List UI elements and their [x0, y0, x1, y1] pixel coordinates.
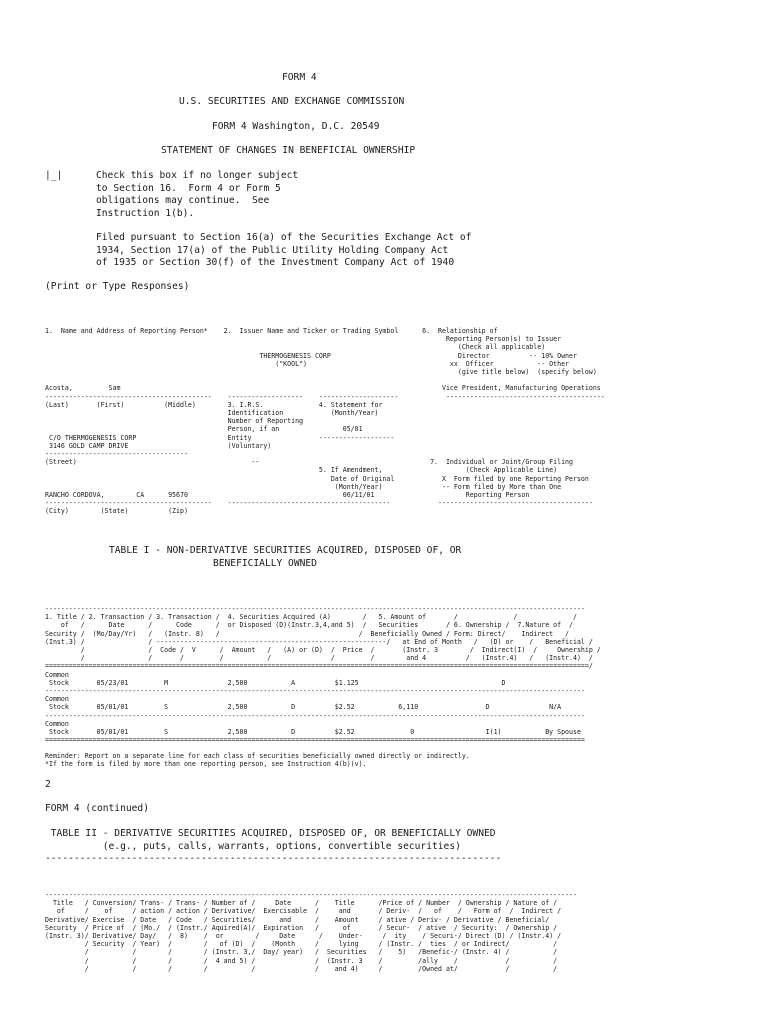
form-title: FORM 4: [282, 72, 317, 83]
page-number: 2: [45, 779, 51, 790]
form-location: FORM 4 Washington, D.C. 20549: [212, 121, 380, 132]
table1-non-derivative: ---------------------------------------------------------------------------------------------------------------------------------------- 1. Title / 2. Transaction / 3. Transaction / 4. Securities Acquired (A) / 5. Amount of / / / of / Date / Code / or Disposed (D)(Instr.3,4,and 5) / Securities / 6. Ownership / 7.Nature of / Security / (Mo/Day/Yr) / (Instr. 8) / / Beneficially Owned / Form: Direct/ Indirect / (Inst.3) / / ----------------------------------------------------------/ at End of Month / (D) or / Beneficial / / / Code / V / Amount / (A) or (D) / Price / (Instr. 3 / Indirect(I) / Ownership / / / / / / / / and 4 / (Instr.4) / (Instr.4) / =========================================================================================================================================/ Common Stock 05/23/01 M 2,500 A $1.125 D ---------------------------------------------------------------------------------------------------------------------------------------- Common Stock 05/01/01 S 2,500 D $2.52 6,110 D N/A ---------------------------------------------------------------------------------------------------------------------------------------- Common Stock 05/01/01 S 2,500 D $2.52 0 I(1) By Spouse ========================================================================================================================================: [45, 605, 601, 745]
checkbox[interactable]: |_|: [45, 170, 63, 181]
reporting-person-block: 1. Name and Address of Reporting Person* 2. Issuer Name and Ticker or Trading Symbol 6. Relationship of Reporting Person(s) to Issuer (Check all applicable) THERMOGENESIS CORP Director -- 10% Owner ("KOOL") xx Officer -- Other (give title below) (specify below) Acosta, Sam Vice President, Manufacturing Operations ------------------------------------------ ------------------- -------------------- ---------------------------------------- (Last) (First) (Middle) 3. I.R.S. 4. Statement for Identification (Month/Year) Number of Reporting Person, if an 05/01 C/O THERMOGENESIS CORP Entity ------------------- 3146 GOLD CAMP DRIVE (Voluntary) ------------------------------------ (Street) -- 7. Individual or Joint/Group Filing 5. If Amendment, (Check Applicable Line) Date of Original X Form filed by one Reporting Person (Month/Year) -- Form filed by More than One RANCHO CORDOVA, CA 95670 06/11/01 Reporting Person ------------------------------------------ ----------------------------------------- --------------------------------------- (City) (State) (Zip): [45, 327, 605, 516]
filed-pursuant-text: Filed pursuant to Section 16(a) of the Securities Exchange Act of 1934, Section 17(a) of the Public Utility Holding Company Act of 1935 or Section 30(f) of the Investment Company Act of 1940: [96, 232, 472, 268]
continued-title: FORM 4 (continued): [45, 803, 149, 814]
table2-title: TABLE II - DERIVATIVE SECURITIES ACQUIRED, DISPOSED OF, OR BENEFICIALLY OWNED (e.g., puts, calls, warrants, options, convertible securities) -------------------------------------------------------------------------------: [45, 828, 502, 864]
table1-title: TABLE I - NON-DERIVATIVE SECURITIES ACQUIRED, DISPOSED OF, OR BENEFICIALLY OWNED: [109, 545, 462, 569]
commission-title: U.S. SECURITIES AND EXCHANGE COMMISSION: [179, 96, 405, 107]
statement-title: STATEMENT OF CHANGES IN BENEFICIAL OWNERSHIP: [161, 145, 416, 156]
print-type-note: (Print or Type Responses): [45, 281, 190, 292]
checkbox-instructions: Check this box if no longer subject to Section 16. Form 4 or Form 5 obligations may continue. See Instruction 1(b).: [96, 170, 299, 219]
table2-derivative: -------------------------------------------------------------------------------------------------------------------------------------- Title / Conversion/ Trans- / Trans- / Number of / Date / Title /Price of / Number / Ownership / Nature of / of / of / action / action / Derivative/ Exercisable / and / Deriv- / of / Form of / Indirect / Derivative/ Exercise / Date / Code / Securities/ and / Amount / ative / Deriv- / Derivative / Beneficial/ Security / Price of / (Mo./ / (Instr./ Aquired(A)/ Expiration / of / Secur- / ative / Security: / Ownership / (Instr. 3)/ Derivative/ Day/ / 8) / or / Date / Under- / ity / Securi-/ Direct (D) / (Instr.4) / / Security / Year) / / of (D) / (Month / lying / (Instr. / ties / or Indirect/ / / / / / (Instr. 3,/ Day/ year) / Securities / 5) /Benefic-/ (Instr. 4) / / / / / / 4 and 5) / / (Instr. 3 / /ally / / / / / / / / / and 4) / /Owned at/ / /: [45, 891, 577, 973]
reminder-note: Reminder: Report on a separate line for each class of securities beneficially owned directly or indirectly. *If the form is filed by more than one reporting person, see Instruction 4(b)(v).: [45, 752, 470, 769]
